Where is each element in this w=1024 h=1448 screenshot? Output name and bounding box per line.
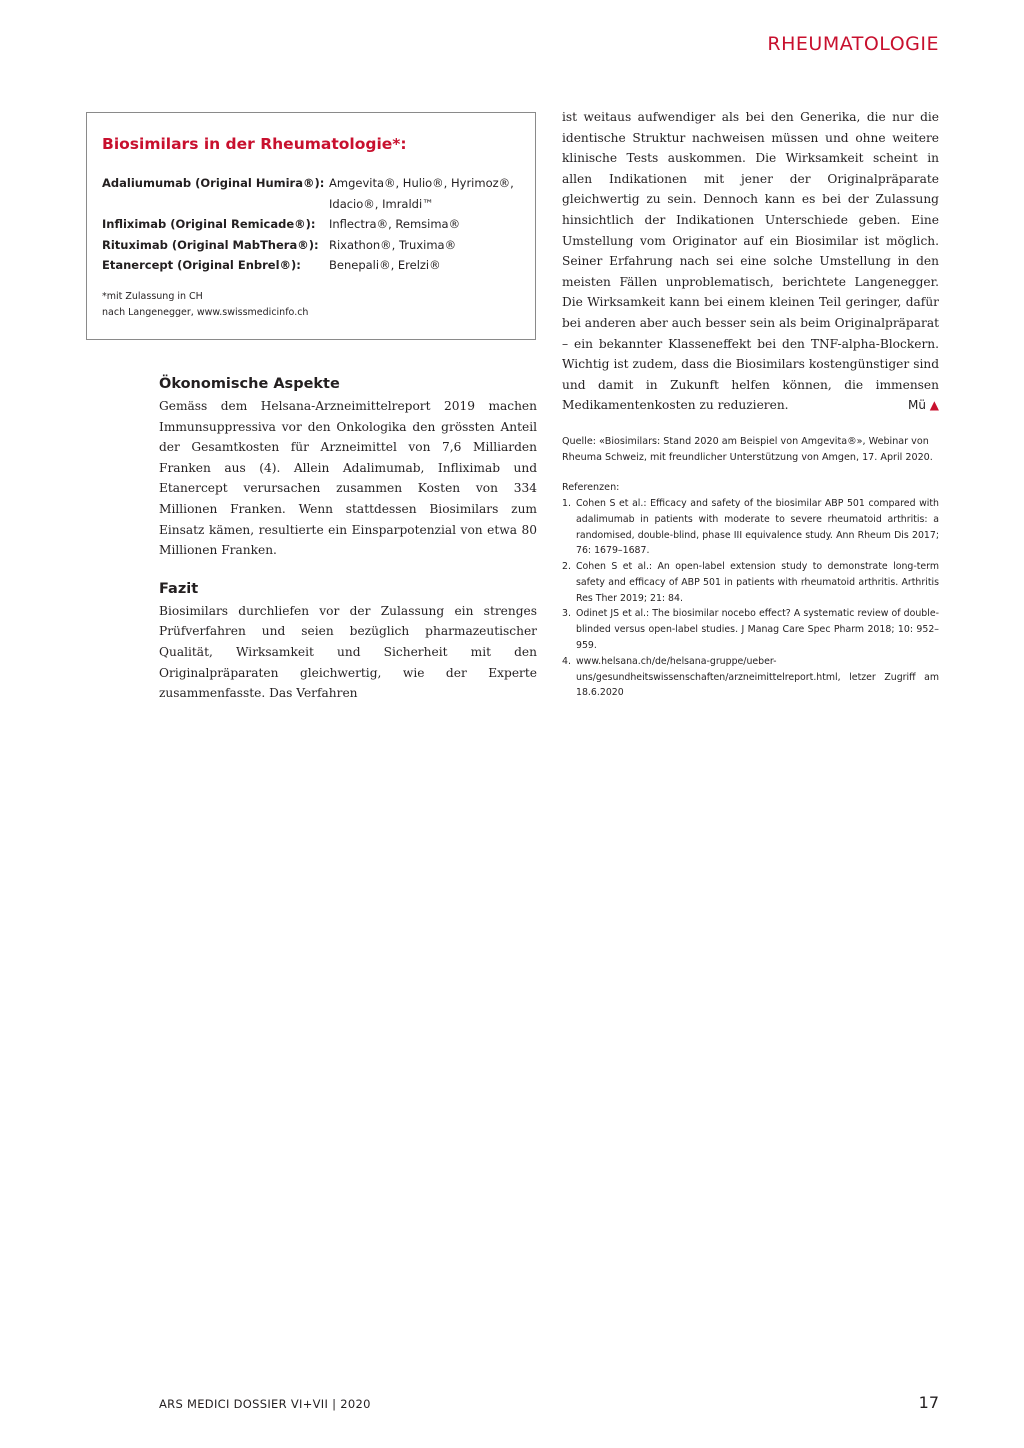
fazit-paragraph: Biosimilars durchliefen vor der Zulassung ein strenges Prüfverfahren und seien bezüglich pharmazeutischer Qualität, Wirksamkeit und Sicherheit mit den Originalpräparaten gleichwertig, wie der Experte zusammenfasste. Das Verfahren — [159, 603, 537, 701]
end-triangle-icon: ▲ — [929, 398, 939, 413]
reference-item — [562, 559, 939, 606]
drug-biosimilars: Inflectra®, Remsima® — [329, 217, 461, 231]
reference-number: 3. — [562, 608, 571, 620]
drug-table — [102, 173, 519, 276]
continued-text: ist weitaus aufwendiger als bei den Generika, die nur die identische Struktur nachweisen müssen und ohne weitere klinische Tests auskommen. Die Wirksamkeit scheint in allen Indikationen mit jener der Originalpräparate gleichwertig zu sein. Dennoch kann es bei der Zulassung hinsichtlich der Indikationen Unterschiede geben. Eine Umstellung vom Originator auf ein Biosimilar ist möglich. Seiner Erfahrung nach sei eine solche Umstellung in den meisten Fällen unproblematisch, berichtete Langenegger. Die Wirksamkeit kann bei einem kleinen Teil geringer, dafür bei anderen aber auch besser sein als beim Originalpräparat – ein bekannter Klasseneffekt bei den TNF-alpha-Blockern. Wichtig ist zudem, dass die Biosimilars kostengünstiger sind und damit in Zukunft helfen können, die immensen Medikamentenkosten zu reduzieren. — [562, 110, 939, 413]
drug-original: Adaliumumab (Original Humira®): — [102, 176, 325, 190]
fazit-heading: Fazit — [159, 580, 199, 597]
reference-text: www.helsana.ch/de/helsana-gruppe/ueber-uns/gesundheitswissenschaften/arzneimittelreport.html, letzer Zugriff am 18.6.2020 — [576, 655, 939, 699]
drug-row — [102, 214, 519, 235]
reference-item — [562, 606, 939, 653]
continued-paragraph — [562, 107, 939, 416]
drug-biosimilars: Rixathon®, Truxima® — [329, 237, 457, 252]
publication-footer: ARS MEDICI DOSSIER VI+VII | 2020 — [159, 1397, 371, 1411]
box-note-source: nach Langenegger, www.swissmedicinfo.ch — [102, 307, 309, 318]
references-list — [562, 496, 939, 701]
drug-row — [102, 173, 519, 214]
page-number: 17 — [918, 1393, 939, 1412]
reference-text: Cohen S et al.: An open-label extension study to demonstrate long-term safety and efficacy of ABP 501 in patients with rheumatoid arthritis. Arthritis Res Ther 2019; 21: 84. — [576, 561, 939, 604]
reference-number: 1. — [562, 497, 571, 509]
reference-item — [562, 654, 939, 701]
left-column — [159, 376, 537, 704]
source-note: Quelle: «Biosimilars: Stand 2020 am Beispiel von Amgevita®», Webinar von Rheuma Schweiz, mit freundlicher Unterstützung von Amgen, 17. April 2020. — [562, 435, 933, 463]
right-column — [562, 107, 939, 701]
reference-number: 4. — [562, 655, 571, 667]
reference-number: 2. — [562, 561, 571, 573]
drug-biosimilars: Amgevita®, Hulio®, Hyrimoz®, Idacio®, Imraldi™ — [329, 176, 514, 211]
econ-heading: Ökonomische Aspekte — [159, 376, 340, 392]
reference-item — [562, 496, 939, 559]
box-notes — [102, 289, 308, 321]
author-initials: Mü — [907, 398, 926, 413]
econ-paragraph: Gemäss dem Helsana-Arzneimittelreport 2019 machen Immunsuppressiva vor den Onkologika den grössten Anteil der Gesamtkosten für Arzneimittel von 7,6 Milliarden Franken aus (4). Allein Adalimumab, Infliximab und Etanercept verursachen zusammen Kosten von 334 Millionen Franken. Wenn stattdessen Biosimilars zum Einsatz kämen, resultierte ein Einsparpotenzial von etwa 80 Millionen Franken. — [159, 399, 537, 558]
box-title: Biosimilars in der Rheumatologie*: — [102, 135, 407, 153]
drug-row — [102, 235, 519, 256]
section-title: RHEUMATOLOGIE — [767, 33, 939, 55]
info-box — [86, 112, 536, 340]
box-note-approval: *mit Zulassung in CH — [102, 291, 203, 302]
drug-original: Etanercept (Original Enbrel®): — [102, 258, 301, 272]
drug-original: Infliximab (Original Remicade®): — [102, 217, 316, 231]
author-marker — [908, 395, 939, 416]
drug-row — [102, 255, 519, 276]
references-heading: Referenzen: — [562, 481, 620, 493]
drug-original: Rituximab (Original MabThera®): — [102, 237, 319, 252]
reference-text: Odinet JS et al.: The biosimilar nocebo effect? A systematic review of double-blinded versus open-label studies. J Manag Care Spec Pharm 2018; 10: 952–959. — [576, 608, 939, 652]
drug-biosimilars: Benepali®, Erelzi® — [329, 258, 441, 272]
reference-text: Cohen S et al.: Efficacy and safety of the biosimilar ABP 501 compared with adalimumab in patients with moderate to severe rheumatoid arthritis: a randomised, double-blind, phase III equivalence study. Ann Rheum Dis 2017; 76: 1679–1687. — [576, 497, 939, 557]
